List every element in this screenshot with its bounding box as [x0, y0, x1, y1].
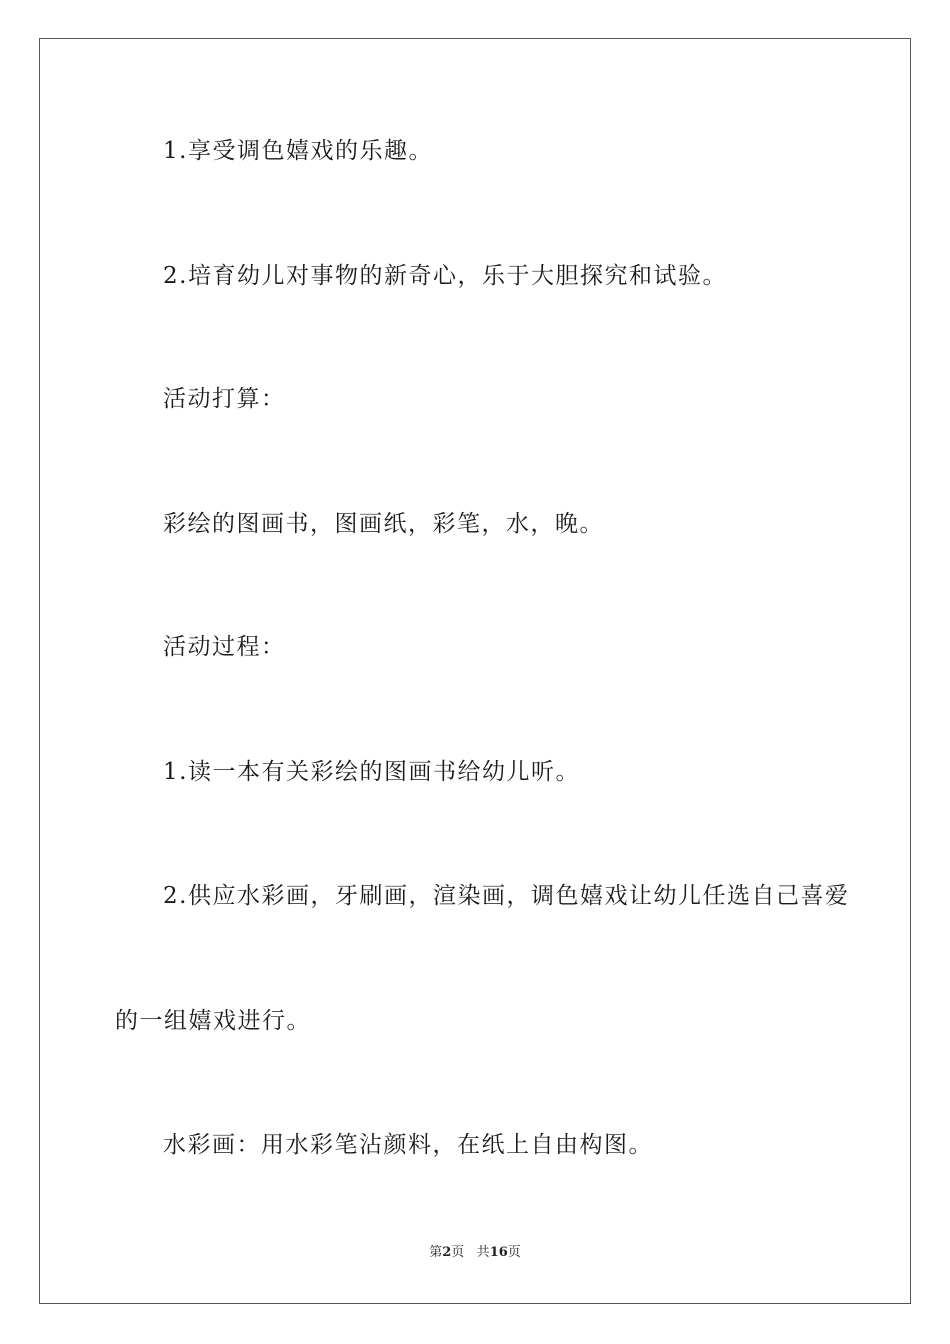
- paragraph-watercolor: 水彩画：用水彩笔沾颜料，在纸上自由构图。: [163, 1132, 653, 1158]
- paragraph-preparation-heading: 活动打算：: [163, 386, 286, 412]
- paragraph-step-1: 1.读一本有关彩绘的图画书给幼儿听。: [163, 759, 580, 785]
- paragraph-step-2-line-1: 2.供应水彩画，牙刷画，渲染画，调色嬉戏让幼儿任选自己喜爱: [163, 883, 850, 909]
- paragraph-process-heading: 活动过程：: [163, 634, 286, 660]
- paragraph-step-2-line-2: 的一组嬉戏进行。: [115, 1008, 311, 1034]
- footer-total-prefix: 共: [476, 1245, 490, 1260]
- footer-page-prefix: 第: [429, 1245, 443, 1260]
- footer-total-pages: 16: [489, 1245, 508, 1260]
- paragraph-materials: 彩绘的图画书，图画纸，彩笔，水，晚。: [163, 511, 604, 537]
- footer-page-number: 2: [442, 1245, 452, 1260]
- footer-total-suffix: 页: [507, 1245, 521, 1260]
- paragraph-goal-2: 2.培育幼儿对事物的新奇心，乐于大胆探究和试验。: [163, 263, 727, 289]
- footer-page-suffix: 页: [451, 1245, 465, 1260]
- page-footer: [0, 1244, 950, 1262]
- paragraph-goal-1: 1.享受调色嬉戏的乐趣。: [163, 138, 433, 164]
- page-frame: [39, 38, 911, 1304]
